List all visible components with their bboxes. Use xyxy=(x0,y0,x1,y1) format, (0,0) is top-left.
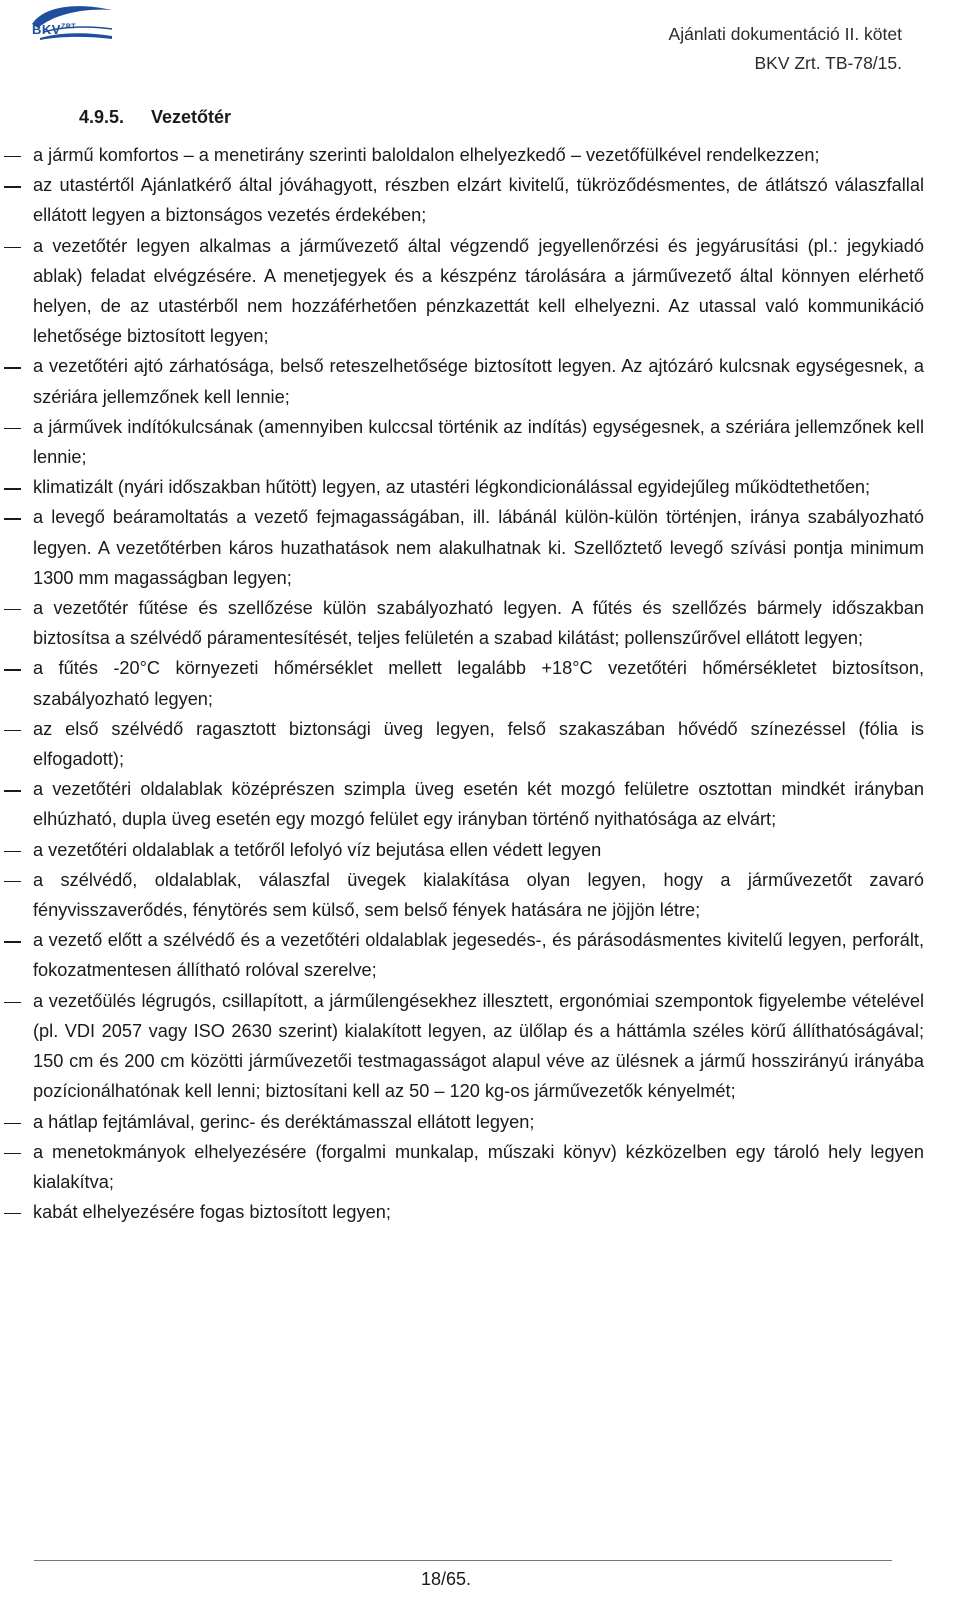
list-item: kabát elhelyezésére fogas biztosított legyen; xyxy=(33,1202,391,1223)
section-title: Vezetőtér xyxy=(151,107,232,127)
list-item: a vezetőtéri oldalablak a tetőről lefolyó víz bejutása ellen védett legyen xyxy=(33,839,602,860)
list-item: a menetokmányok elhelyezésére (forgalmi munkalap, műszaki könyv) kézközelben egy tároló hely legyen kialakítva; xyxy=(33,1141,924,1192)
document-header-info xyxy=(669,20,902,78)
document-reference: BKV Zrt. TB-78/15. xyxy=(754,53,902,73)
list-item: a vezetőtér legyen alkalmas a járművezető által végzendő jegyellenőrzési és jegyárusítási (pl.: jegykiadó ablak) feladat elvégzésére. A menetjegyek és a készpénz tárolására a járművezető által könnyen elérhető helyen, de az utastérből nem hozzáférhetően pénzkazettát kell elhelyezni. Az utassal való kommunikáció lehetősége biztosított legyen; xyxy=(33,235,924,347)
list-item: az első szélvédő ragasztott biztonsági üveg legyen, felső szakaszában hővédő színezéssel (fólia is elfogadott); xyxy=(33,718,924,770)
page-number: 18/65. xyxy=(420,1569,472,1589)
list-item: a vezetőtéri ajtó zárhatósága, belső reteszelhetősége biztosított legyen. Az ajtózáró kulcsnak egységesnek, a szériára jellemzőnek kell lennie; xyxy=(33,356,924,407)
list-item: a fűtés -20°C környezeti hőmérséklet mellett legalább +18°C vezetőtéri hőmérsékletet biztosítson, szabályozható legyen; xyxy=(33,658,924,709)
logo-wordmark: $BKV^{ZRT}$ xyxy=(32,22,77,37)
list-item: az utastértől Ajánlatkérő által jóváhagyott, részben elzárt kivitelű, tükröződésmentes, de átlátszó válaszfallal ellátott legyen a biztonságos vezetés érdekében; xyxy=(33,175,924,226)
list-item: klimatizált (nyári időszakban hűtött) legyen, az utastéri légkondicionálással egyidejűleg működtethetően; xyxy=(33,477,871,498)
section-number: 4.9.5. xyxy=(79,107,125,127)
list-item: a vezetőtér fűtése és szellőzése külön szabályozható legyen. A fűtés és szellőzés bármely időszakban biztosítsa a szélvédő páramentesítését, teljes felületén a szabad kilátást; pollenszűrővel ellátott legyen; xyxy=(33,598,924,649)
list-item: a szélvédő, oldalablak, válaszfal üvegek kialakítása olyan legyen, hogy a járművezetőt zavaró fényvisszaverődés, fénytörés sem külső, sem belső fények hatására ne jöjjön létre; xyxy=(33,869,924,921)
list-item: a hátlap fejtámlával, gerinc- és deréktámasszal ellátott legyen; xyxy=(33,1111,535,1132)
list-item: a járművek indítókulcsának (amennyiben kulccsal történik az indítás) egységesnek, a szériára jellemzőnek kell lennie; xyxy=(33,416,924,468)
list-item: a vezetőülés légrugós, csillapított, a járműlengésekhez illesztett, ergonómiai szempontok figyelembe vételével (pl. VDI 2057 vagy ISO 2630 szerint) kialakított legyen, az ülőlap és a háttámla széles körű állíthatóságával; 150 cm és 200 cm közötti járművezetői testmagasságot alapul véve az ülésnek a jármű hosszirányú irányába pozícionálhatónak kell lenni; biztosítani kell az 50 – 120 kg-os járművezetők kényelmét; xyxy=(33,990,924,1102)
list-item: a jármű komfortos – a menetirány szerinti baloldalon elhelyezkedő – vezetőfülkével rendelkezzen; xyxy=(33,145,820,165)
document-title: Ajánlati dokumentáció II. kötet xyxy=(668,24,902,44)
list-item: a vezetőtéri oldalablak középrészen szimpla üveg esetén két mozgó felületre osztottan mindkét irányban elhúzható, dupla üveg esetén egy mozgó felület egy irányban történő nyithatósága az elvárt; xyxy=(33,779,924,830)
footer-divider xyxy=(34,1560,892,1561)
requirements-list xyxy=(0,140,960,1227)
page-header xyxy=(0,0,960,90)
list-item: a levegő beáramoltatás a vezető fejmagasságában, ill. lábánál külön-külön történjen, iránya szabályozható legyen. A vezetőtérben káros huzathatások nem alakulhatnak ki. Szellőztető levegő szívási pontja minimum 1300 mm magasságban legyen; xyxy=(33,507,924,588)
list-item: a vezető előtt a szélvédő és a vezetőtéri oldalablak jegesedés-, és párásodásmentes kivitelű legyen, perforált, fokozatmentesen állítható rolóval szerelve; xyxy=(33,930,924,981)
section-heading xyxy=(79,107,231,128)
